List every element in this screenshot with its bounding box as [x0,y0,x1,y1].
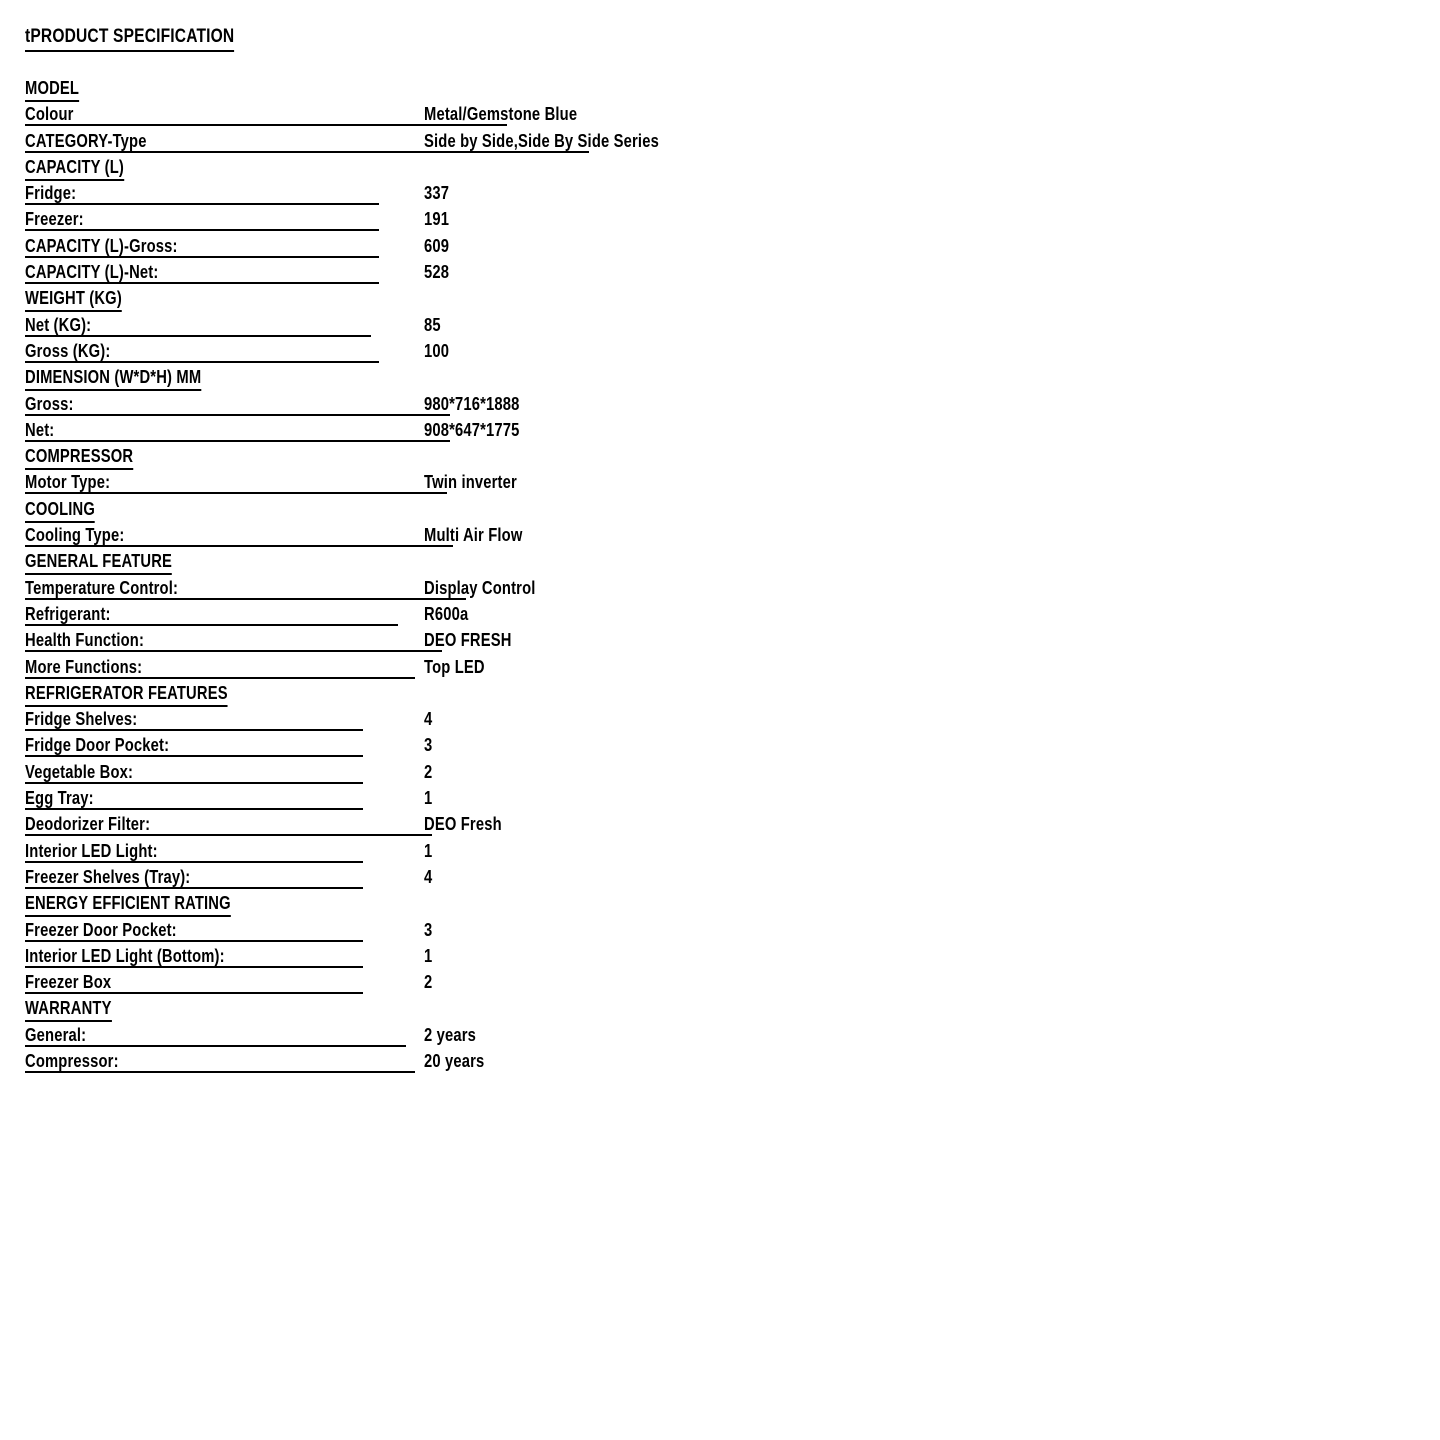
spec-row [25,813,1415,839]
spec-row [25,235,1415,261]
spec-row [25,314,1415,340]
section-header-label: GENERAL FEATURE [25,550,172,575]
section-header-row [25,445,1415,471]
spec-value: 191 [424,209,450,230]
spec-label: Freezer: [25,209,84,230]
spec-value: Multi Air Flow [424,525,523,546]
spec-value: 528 [424,262,450,283]
section-header-label: COMPRESSOR [25,445,133,470]
spec-row [25,603,1415,629]
spec-row [25,524,1415,550]
spec-value: Side by Side,Side By Side Series [424,130,659,151]
section-header-row [25,682,1415,708]
spec-row [25,629,1415,655]
spec-value: 1 [424,840,433,861]
spec-label: Net (KG): [25,314,92,335]
spec-value: Twin inverter [424,472,517,493]
spec-row [25,708,1415,734]
spec-value: Display Control [424,577,536,598]
spec-label: Compressor: [25,1050,119,1071]
spec-value: DEO Fresh [424,814,502,835]
section-header-label: REFRIGERATOR FEATURES [25,682,228,707]
spec-row [25,261,1415,287]
spec-value: 2 [424,761,433,782]
spec-label: Vegetable Box: [25,761,134,782]
spec-label: Interior LED Light: [25,840,158,861]
spec-value: 2 [424,972,433,993]
section-header-row [25,997,1415,1023]
spec-value: 980*716*1888 [424,393,520,414]
spec-label: CAPACITY (L)-Gross: [25,235,178,256]
section-header-label: ENERGY EFFICIENT RATING [25,892,231,917]
spec-value: 908*647*1775 [424,419,520,440]
spec-value: Top LED [424,656,485,677]
section-header-label: WEIGHT (KG) [25,287,122,312]
spec-row [25,208,1415,234]
spec-value: 100 [424,340,450,361]
spec-row [25,656,1415,682]
row-underline [25,440,450,442]
spec-row [25,866,1415,892]
spec-row [25,840,1415,866]
spec-value: 2 years [424,1024,477,1045]
spec-label: Freezer Door Pocket: [25,919,177,940]
section-header-row [25,156,1415,182]
section-header-row [25,550,1415,576]
spec-value: 1 [424,945,433,966]
spec-label: Fridge Shelves: [25,709,138,730]
section-header-label: CAPACITY (L) [25,156,124,181]
spec-label: Colour [25,104,74,125]
spec-row [25,761,1415,787]
spec-label: Temperature Control: [25,577,179,598]
spec-value: 20 years [424,1050,485,1071]
section-header-row [25,366,1415,392]
spec-row [25,471,1415,497]
spec-row [25,1024,1415,1050]
spec-row [25,340,1415,366]
row-underline [25,414,450,416]
spec-row [25,577,1415,603]
spec-label: General: [25,1024,87,1045]
spec-row [25,130,1415,156]
section-header-label: COOLING [25,498,95,523]
section-header-row [25,287,1415,313]
spec-label: Net: [25,419,55,440]
spec-label: Egg Tray: [25,788,94,809]
spec-value: 3 [424,735,433,756]
spec-value: DEO FRESH [424,630,512,651]
spec-row [25,919,1415,945]
spec-label: Deodorizer Filter: [25,814,151,835]
spec-value: 3 [424,919,433,940]
page-title: tPRODUCT SPECIFICATION [25,25,234,52]
spec-label: Health Function: [25,630,145,651]
spec-value: 337 [424,183,450,204]
spec-value: R600a [424,603,469,624]
spec-label: Cooling Type: [25,525,125,546]
section-header-label: MODEL [25,77,79,102]
spec-label: Interior LED Light (Bottom): [25,945,225,966]
section-header-row [25,892,1415,918]
section-header-label: DIMENSION (W*D*H) MM [25,366,201,391]
specification-rows [25,77,1415,1076]
spec-label: Gross: [25,393,74,414]
spec-row [25,419,1415,445]
spec-value: 4 [424,709,433,730]
spec-label: More Functions: [25,656,143,677]
spec-value: 4 [424,866,433,887]
spec-row [25,1050,1415,1076]
spec-value: 1 [424,788,433,809]
spec-label: Refrigerant: [25,603,111,624]
spec-label: Fridge: [25,183,77,204]
section-header-row [25,498,1415,524]
section-header-row [25,77,1415,103]
spec-value: Metal/Gemstone Blue [424,104,578,125]
spec-label: CAPACITY (L)-Net: [25,262,159,283]
spec-row [25,393,1415,419]
row-underline [25,203,379,205]
spec-row [25,182,1415,208]
spec-label: Gross (KG): [25,340,111,361]
spec-row [25,945,1415,971]
spec-row [25,971,1415,997]
spec-label: Freezer Box [25,972,112,993]
spec-label: Freezer Shelves (Tray): [25,866,191,887]
spec-label: CATEGORY-Type [25,130,147,151]
spec-row [25,787,1415,813]
spec-label: Motor Type: [25,472,111,493]
section-header-label: WARRANTY [25,997,112,1022]
spec-row [25,103,1415,129]
spec-row [25,734,1415,760]
spec-label: Fridge Door Pocket: [25,735,170,756]
spec-value: 609 [424,235,450,256]
spec-value: 85 [424,314,441,335]
